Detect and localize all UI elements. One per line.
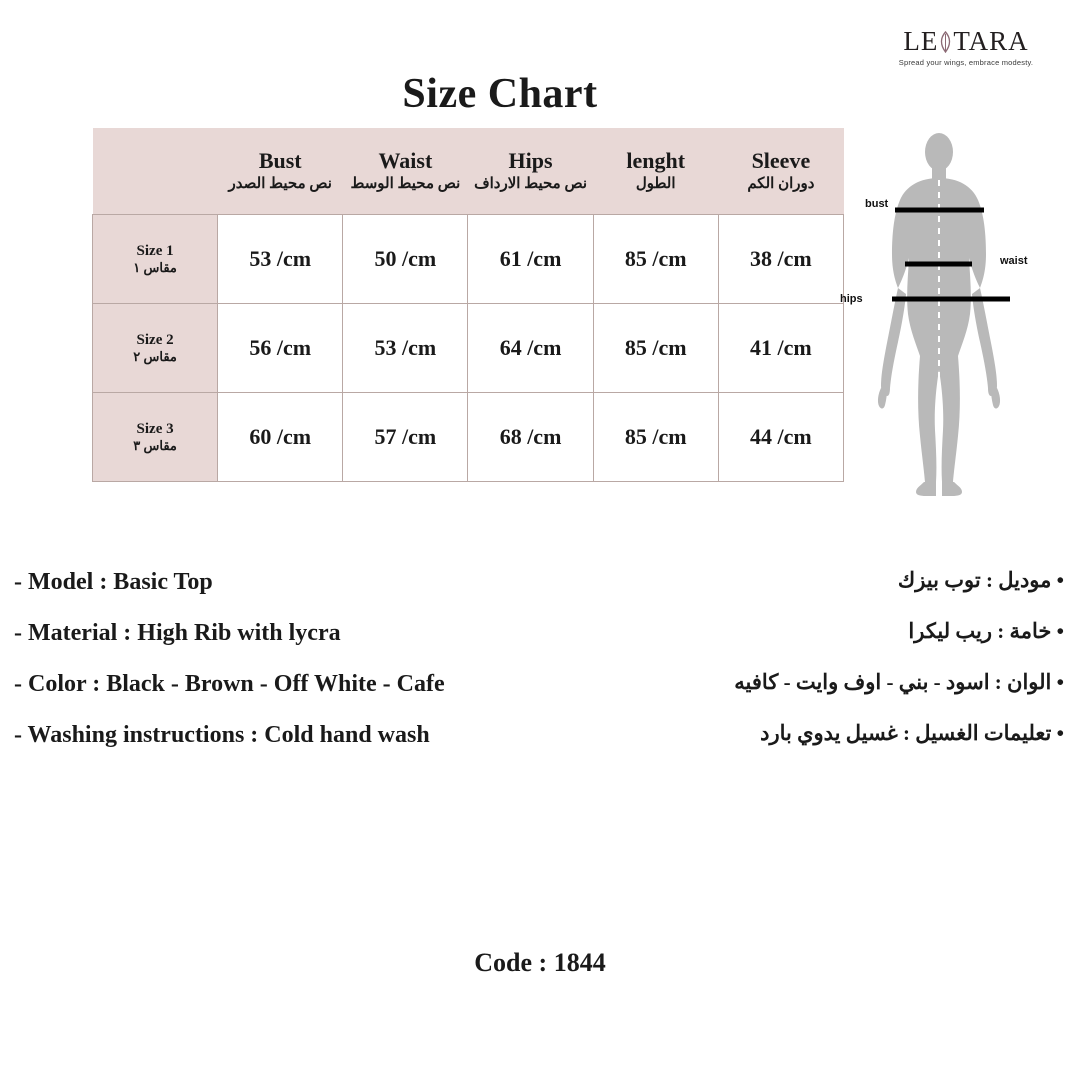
column-header-sleeve — [718, 128, 843, 215]
column-header-bust-ar: نص محيط الصدر — [228, 176, 332, 193]
detail-washing-en: - Washing instructions : Cold hand wash — [14, 722, 430, 748]
table-body — [93, 215, 844, 482]
detail-material-ar: • خامة : ريب ليكرا — [908, 619, 1064, 643]
cell-size1-sleeve: 38 /cm — [718, 215, 843, 304]
cell-size2-waist: 53 /cm — [343, 304, 468, 393]
cell-size2-bust: 56 /cm — [218, 304, 343, 393]
column-header-sleeve-ar: دوران الكم — [747, 176, 815, 193]
cell-size3-waist: 57 /cm — [343, 393, 468, 482]
table-header — [93, 128, 844, 215]
column-header-sleeve-en: Sleeve — [751, 147, 811, 173]
column-header-bust — [218, 128, 343, 215]
figure-label-hips: hips — [840, 293, 863, 305]
detail-color-en: - Color : Black - Brown - Off White - Cafe — [14, 671, 445, 697]
female-body-icon — [832, 130, 1047, 505]
brand-logo — [886, 28, 1046, 67]
cell-size1-waist: 50 /cm — [343, 215, 468, 304]
product-code: Code : 1844 — [474, 948, 606, 977]
row-header-size-3-en: Size 3 — [136, 420, 174, 437]
measurement-figure — [832, 130, 1047, 505]
cell-size2-length: 85 /cm — [593, 304, 718, 393]
column-header-waist-en: Waist — [378, 147, 433, 173]
column-header-length-en: lenght — [626, 147, 686, 173]
detail-model-ar: • موديل : توب بيزك — [897, 568, 1064, 592]
column-header-hips-en: Hips — [508, 147, 553, 173]
cell-size3-sleeve: 44 /cm — [718, 393, 843, 482]
brand-name-after: TARA — [953, 26, 1029, 56]
size-chart-table — [92, 128, 844, 482]
brand-name-before: LE — [903, 26, 939, 56]
column-header-length-ar: الطول — [635, 176, 676, 193]
column-header-hips-ar: نص محيط الارداف — [474, 176, 587, 193]
brand-tagline: Spread your wings, embrace modesty. — [898, 58, 1034, 67]
column-header-waist — [343, 128, 468, 215]
table-header-row — [93, 128, 844, 215]
product-details-ar — [644, 570, 1064, 774]
row-header-size-1-en: Size 1 — [136, 242, 174, 259]
row-header-size-2 — [93, 304, 218, 393]
table-row — [93, 393, 844, 482]
brand-name — [886, 28, 1046, 55]
column-header-length — [593, 128, 718, 215]
cell-size3-hips: 68 /cm — [468, 393, 593, 482]
cell-size1-bust: 53 /cm — [218, 215, 343, 304]
cell-size2-sleeve: 41 /cm — [718, 304, 843, 393]
size-chart-table-wrapper — [92, 128, 844, 482]
table-row — [93, 304, 844, 393]
detail-color-ar: • الوان : اسود - بني - اوف وايت - كافيه — [734, 670, 1064, 694]
detail-material-en: - Material : High Rib with lycra — [14, 620, 341, 646]
column-header-bust-en: Bust — [258, 147, 302, 173]
cell-size3-length: 85 /cm — [593, 393, 718, 482]
cell-size3-bust: 60 /cm — [218, 393, 343, 482]
page-title: Size Chart — [402, 71, 598, 117]
cell-size1-hips: 61 /cm — [468, 215, 593, 304]
row-header-size-1-ar: مقاس ١ — [133, 259, 177, 275]
cell-size1-length: 85 /cm — [593, 215, 718, 304]
column-header-waist-ar: نص محيط الوسط — [350, 176, 461, 193]
row-header-size-3 — [93, 393, 218, 482]
leaf-icon — [938, 31, 953, 53]
column-header-hips — [468, 128, 593, 215]
detail-model-en: - Model : Basic Top — [14, 569, 213, 595]
row-header-size-2-en: Size 2 — [136, 331, 174, 348]
row-header-size-2-ar: مقاس ٢ — [133, 348, 177, 364]
row-header-size-1 — [93, 215, 218, 304]
figure-label-bust: bust — [865, 198, 889, 210]
product-details-en — [14, 570, 634, 774]
table-row — [93, 215, 844, 304]
row-header-size-3-ar: مقاس ٣ — [133, 437, 177, 453]
cell-size2-hips: 64 /cm — [468, 304, 593, 393]
figure-label-waist: waist — [1000, 255, 1028, 267]
corner-cell — [93, 128, 218, 215]
detail-washing-ar: • تعليمات الغسيل : غسيل يدوي بارد — [760, 721, 1064, 745]
